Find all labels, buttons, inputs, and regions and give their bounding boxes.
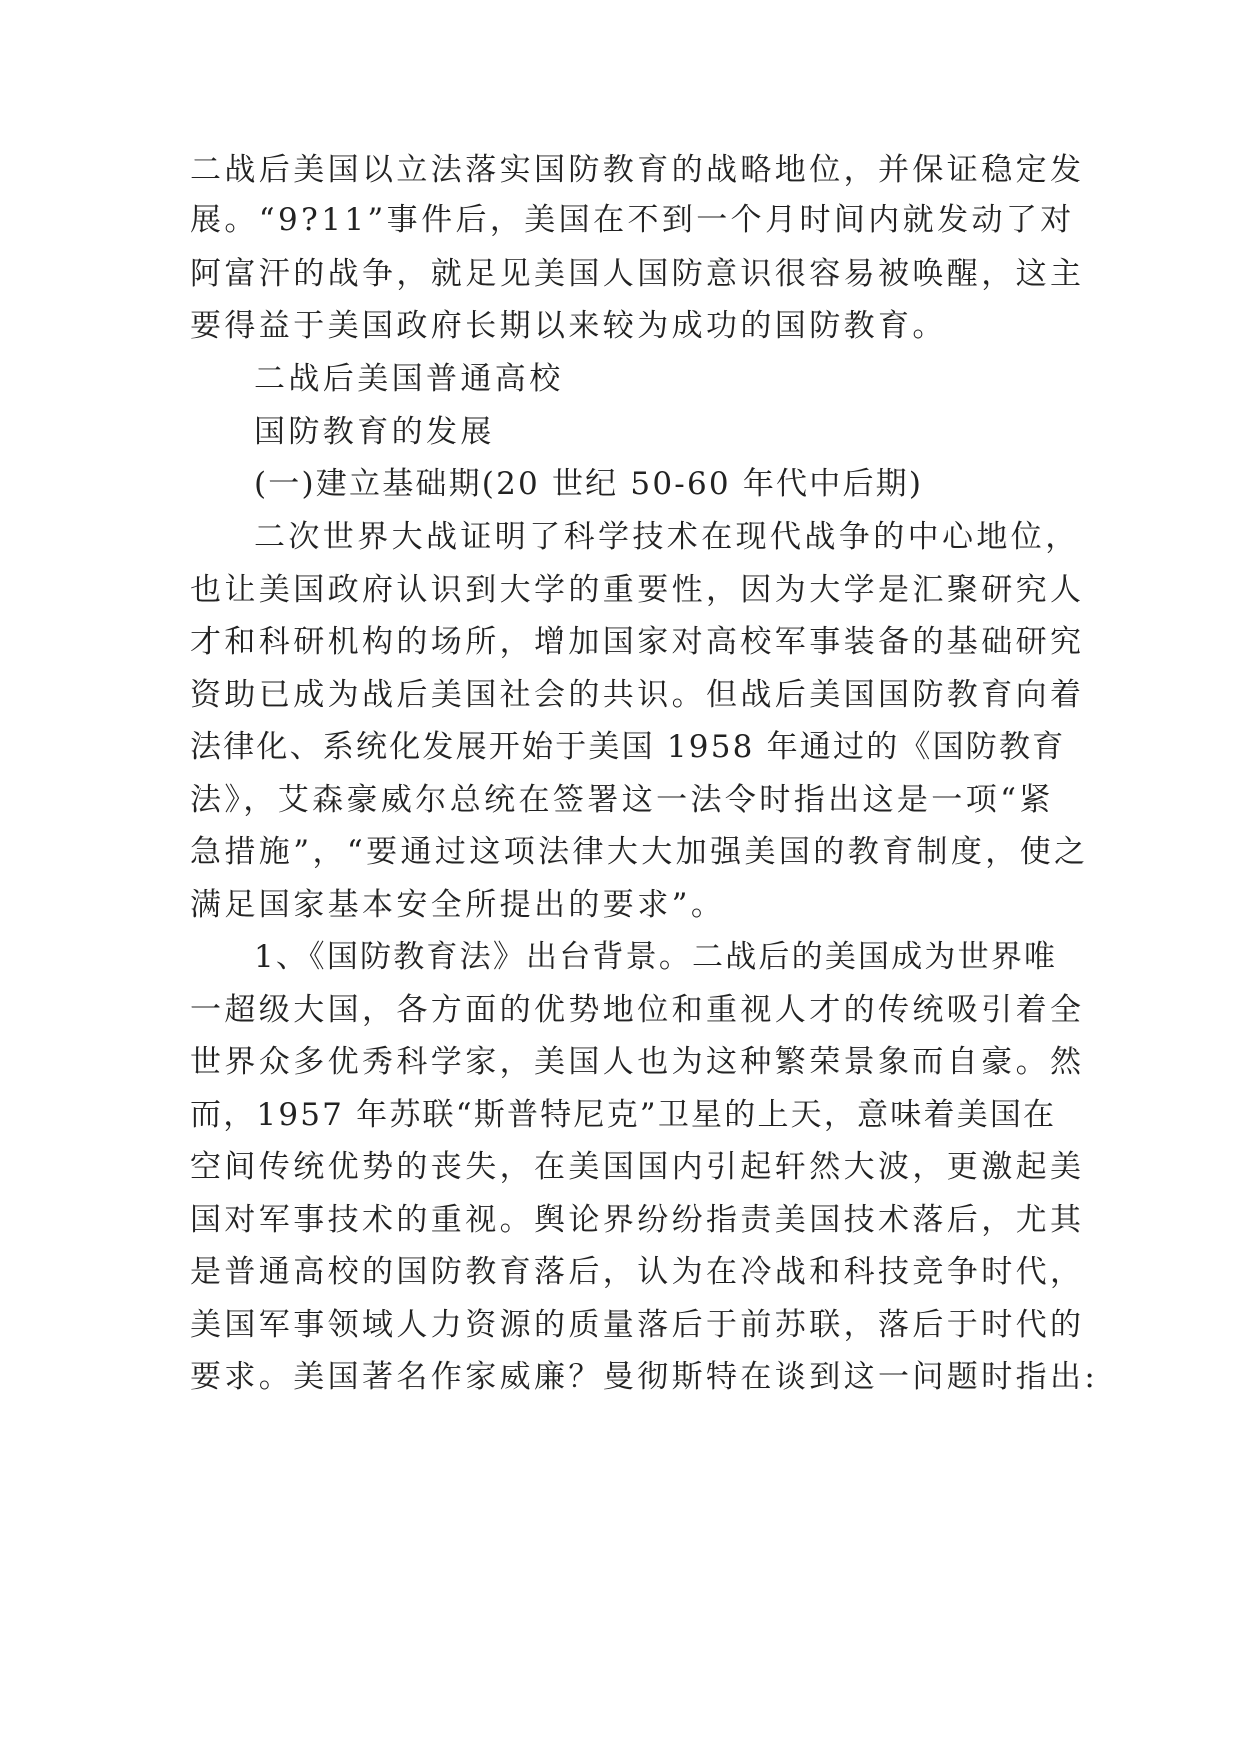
text-line: 世界众多优秀科学家，美国人也为这种繁荣景象而自豪。然 [190, 1044, 1085, 1080]
text-line: 急措施”，“要通过这项法律大大加强美国的教育制度，使之 [190, 834, 1089, 870]
text-line: 满足国家基本安全所提出的要求”。 [190, 887, 726, 923]
text-line: 法律化、系统化发展开始于美国 1958 年通过的《国防教育 [190, 729, 1066, 765]
text-line: 1、《国防教育法》出台背景。二战后的美国成为世界唯 [254, 939, 1058, 975]
text-line: 展。“9?11”事件后，美国在不到一个月时间内就发动了对 [190, 202, 1075, 238]
text-line: 一超级大国，各方面的优势地位和重视人才的传统吸引着全 [190, 992, 1085, 1028]
text-line: 空间传统优势的丧失，在美国国内引起轩然大波，更激起美 [190, 1149, 1085, 1185]
text-line: 阿富汗的战争，就足见美国人国防意识很容易被唤醒，这主 [190, 256, 1085, 292]
text-line: 要得益于美国政府长期以来较为成功的国防教育。 [190, 308, 947, 344]
text-line: 法》，艾森豪威尔总统在签署这一法令时指出这是一项“紧 [190, 782, 1054, 818]
text-line: 资助已成为战后美国社会的共识。但战后美国国防教育向着 [190, 677, 1085, 713]
text-line: 美国军事领域人力资源的质量落后于前苏联，落后于时代的 [190, 1307, 1085, 1343]
text-line: 也让美国政府认识到大学的重要性，因为大学是汇聚研究人 [190, 572, 1085, 608]
section-heading: 国防教育的发展 [254, 414, 495, 450]
text-line: 二次世界大战证明了科学技术在现代战争的中心地位， [254, 519, 1080, 555]
text-line: 要求。美国著名作家威廉？曼彻斯特在谈到这一问题时指出: [190, 1359, 1099, 1395]
subsection-heading: (一)建立基础期(20 世纪 50-60 年代中后期) [254, 466, 924, 502]
text-line: 才和科研机构的场所，增加国家对高校军事装备的基础研究 [190, 624, 1085, 660]
text-line: 二战后美国以立法落实国防教育的战略地位，并保证稳定发 [190, 152, 1085, 188]
text-line: 国对军事技术的重视。舆论界纷纷指责美国技术落后，尤其 [190, 1202, 1085, 1238]
section-heading: 二战后美国普通高校 [254, 361, 564, 397]
text-line: 而，1957 年苏联“斯普特尼克”卫星的上天，意味着美国在 [190, 1097, 1057, 1133]
text-line: 是普通高校的国防教育落后，认为在冷战和科技竞争时代， [190, 1254, 1085, 1290]
